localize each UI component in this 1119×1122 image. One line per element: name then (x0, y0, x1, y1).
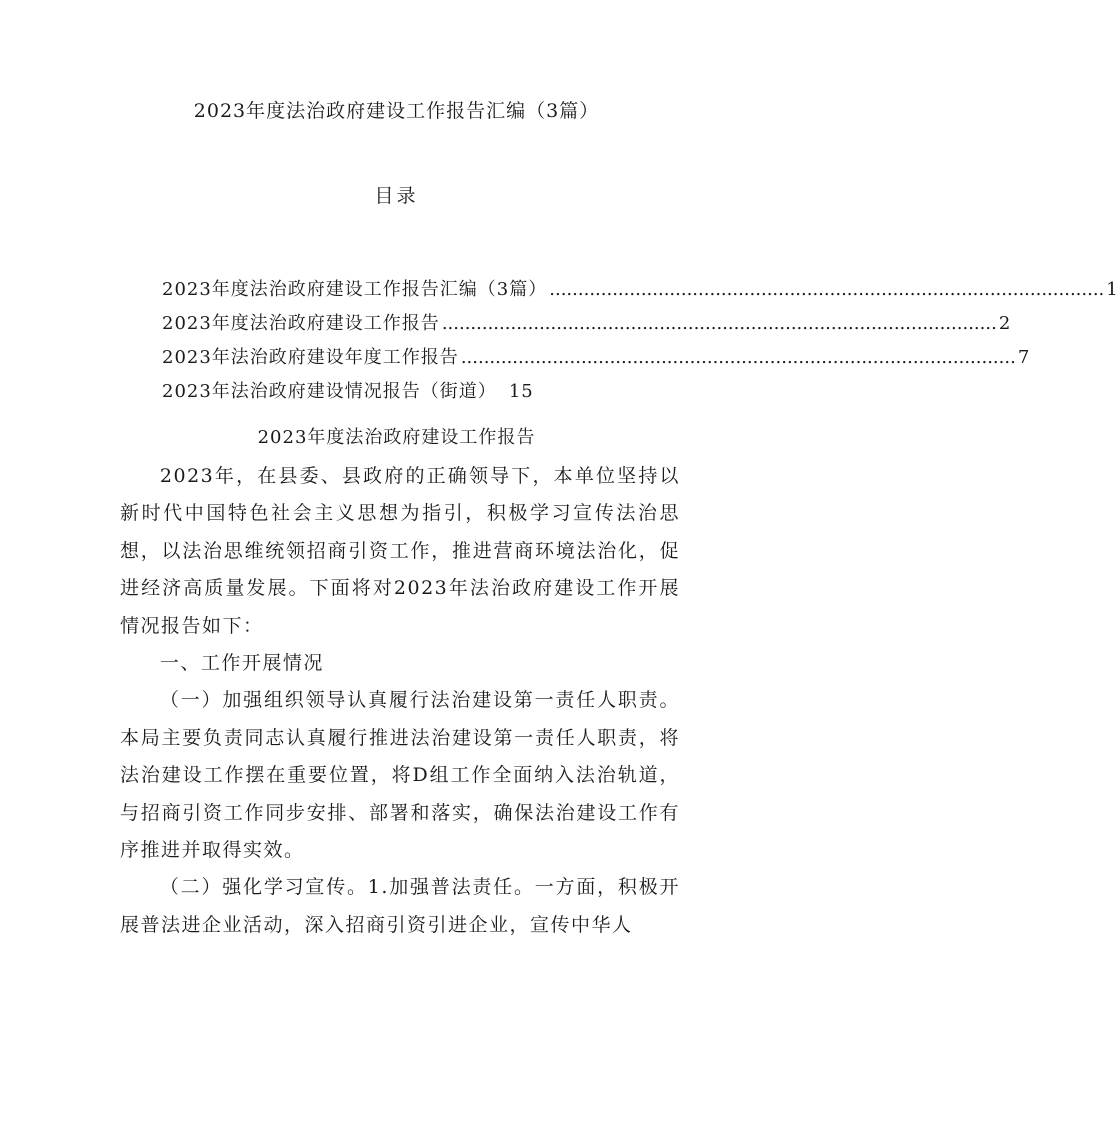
toc-entry-page: 7 (1017, 347, 1031, 368)
document-title: 2023年度法治政府建设工作报告汇编（3篇） (193, 100, 600, 122)
toc-entry-page: 2 (998, 313, 1012, 334)
paragraph: 2023年，在县委、县政府的正确领导下，本单位坚持以新时代中国特色社会主义思想为指引，积极学习宣传法治思想，以法治思维统领招商引资工作，推进营商环境法治化，促进经济高质量发展。下面将对2023年法治政府建设工作开展情况报告如下： (120, 465, 680, 637)
toc-entry[interactable] (162, 275, 1119, 309)
toc-leader-dots: ................................................................................................. (441, 313, 997, 334)
toc-entry-text: 2023年度法治政府建设工作报告汇编（3篇） (162, 279, 548, 300)
toc-heading: 目录 (374, 185, 419, 207)
toc-entry-page: 15 (508, 381, 534, 402)
toc-entry-text: 2023年法治政府建设年度工作报告 (162, 347, 459, 368)
table-of-contents (162, 275, 1119, 407)
paragraph: （一）加强组织领导认真履行法治建设第一责任人职责。本局主要负责同志认真履行推进法治建设第一责任人职责，将法治建设工作摆在重要位置，将D组工作全面纳入法治轨道，与招商引资工作同步安排、部署和落实，确保法治建设工作有序推进并取得实效。 (120, 689, 680, 862)
toc-entry[interactable] (162, 343, 1031, 377)
toc-entry[interactable] (162, 309, 1012, 343)
toc-leader-dots: ................................................................................................. (460, 347, 1016, 368)
section-title: 2023年度法治政府建设工作报告 (257, 427, 536, 448)
toc-entry[interactable] (162, 377, 674, 407)
toc-entry-text: 2023年度法治政府建设工作报告 (162, 313, 440, 334)
paragraph: （二）强化学习宣传。1.加强普法责任。一方面，积极开展普法进企业活动，深入招商引资引进企业，宣传中华人 (120, 876, 680, 936)
toc-entry-text: 2023年法治政府建设情况报告（街道） (162, 381, 497, 402)
toc-entry-page: 1 (1106, 279, 1119, 300)
body-text (120, 458, 680, 944)
paragraph-heading: 一、工作开展情况 (159, 652, 324, 675)
toc-leader-dots: ................................................................................................. (549, 279, 1105, 300)
